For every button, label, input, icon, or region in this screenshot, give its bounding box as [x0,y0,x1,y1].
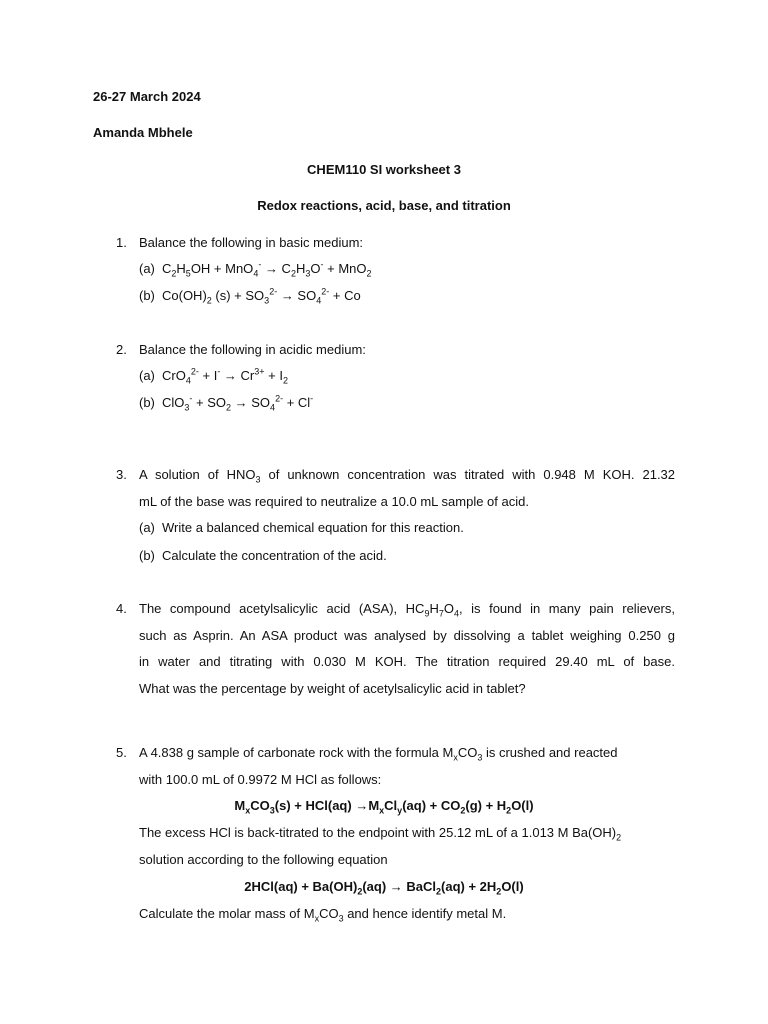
question-text-line: The compound acetylsalicylic acid (ASA), $HC_9H_7O_4$, is found in many pain relievers, [139,601,675,619]
equation-1b: (b) $Co(OH)_2$ $(s) + SO_3^{2-} \to SO_4^{2-} + Co$ [139,286,361,306]
question-text-line: solution according to the following equation [139,852,388,867]
question-number: 2. [116,342,127,357]
question-number: 3. [116,467,127,482]
question-3b: (b) Calculate the concentration of the acid. [139,548,387,563]
question-prompt: Balance the following in acidic medium: [139,342,366,357]
question-text-line: such as Asprin. An ASA product was analysed by dissolving a tablet weighing 0.250 g [139,628,675,643]
question-text-line: The excess HCl is back-titrated to the endpoint with 25.12 mL of a 1.013 M $Ba(OH)_2$ [139,825,622,843]
reaction-equation-1: $M_xCO_3(s) + HCl(aq) \to M_xCl_y(aq) + CO_2(g) + H_2O(l)$ [234,798,534,816]
worksheet-subtitle: Redox reactions, acid, base, and titration [257,198,511,213]
author-name: Amanda Mbhele [93,125,193,140]
reaction-equation-2: $2HCl(aq) + Ba(OH)_2(aq)$ → BaCl$_2$(aq) + $2H_2O(l)$ [244,879,524,897]
question-text-line: A 4.838 g sample of carbonate rock with the formula $M_xCO_3$ is crushed and reacted [139,745,618,763]
equation-1a: (a) $C_2H_5OH + MnO_4^- \to C_2H_3O^- + MnO_2$ [139,259,372,279]
question-text-line: What was the percentage by weight of acetylsalicylic acid in tablet? [139,681,526,696]
question-number: 1. [116,235,127,250]
question-3a: (a) Write a balanced chemical equation for this reaction. [139,520,464,535]
equation-2a: (a) $CrO_4^{2-} + I^- \to Cr^{3+} + I_2$ [139,366,288,386]
question-text-line: Calculate the molar mass of $M_xCO_3$ and hence identify metal M. [139,906,507,924]
question-number: 4. [116,601,127,616]
question-text-line: in water and titrating with 0.030 M KOH. The titration required 29.40 mL of base. [139,654,675,669]
question-prompt: Balance the following in basic medium: [139,235,364,250]
question-text-line: with 100.0 mL of 0.9972 M HCl as follows: [139,772,382,787]
document-date: 26-27 March 2024 [93,89,201,104]
question-text-line: mL of the base was required to neutralize a 10.0 mL sample of acid. [139,494,529,509]
worksheet-title: CHEM110 SI worksheet 3 [307,162,461,177]
equation-2b: (b) $ClO_3^- + SO_2 \to SO_4^{2-} + Cl^-$ [139,393,314,413]
question-number: 5. [116,745,127,760]
question-text-line: A solution of $HNO_3$ of unknown concentration was titrated with 0.948 M KOH. 21.32 [139,467,676,485]
